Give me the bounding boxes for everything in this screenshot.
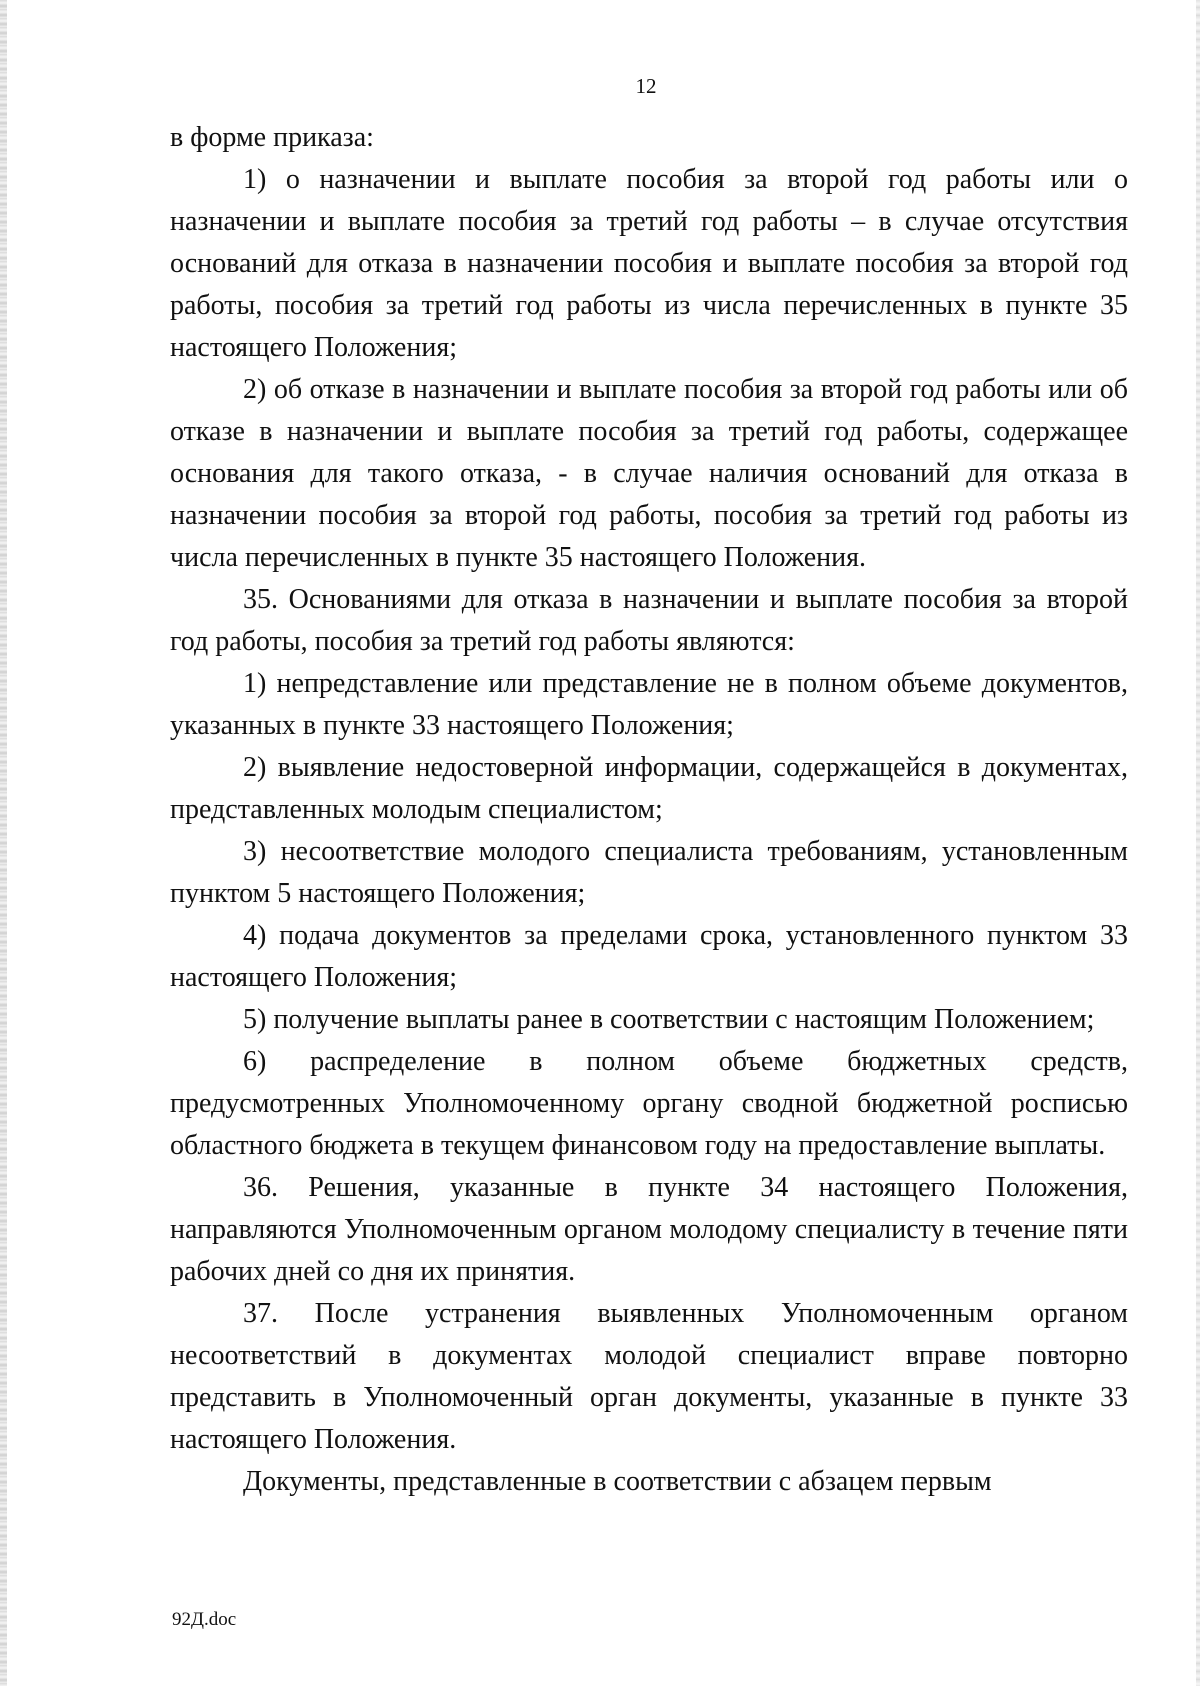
paragraph-clause-37: 37. После устранения выявленных Уполномоченным органом несоответствий в документах молодой специалист вправе повторно представить в Уполномоченный орган документы, указанные в пункте 33 настоящего Положения. [170, 1298, 1128, 1455]
paragraph-ground-4: 4) подача документов за пределами срока, установленного пунктом 33 настоящего Положения; [170, 920, 1128, 993]
document-body [170, 117, 1128, 1503]
scan-edge-left [0, 0, 7, 1686]
paragraph-ground-5: 5) получение выплаты ранее в соответствии с настоящим Положением; [243, 1004, 1095, 1035]
paragraph-clause-35: 35. Основаниями для отказа в назначении и выплате пособия за второй год работы, пособия за третий год работы являются: [170, 584, 1128, 657]
paragraph-ground-1: 1) непредставление или представление не в полном объеме документов, указанных в пункте 33 настоящего Положения; [170, 668, 1128, 741]
page-number: 12 [635, 74, 657, 98]
paragraph-ground-6: 6) распределение в полном объеме бюджетных средств, предусмотренных Уполномоченному органу сводной бюджетной росписью областного бюджета в текущем финансовом году на предоставление выплаты. [170, 1046, 1128, 1161]
paragraph-clause-36: 36. Решения, указанные в пункте 34 настоящего Положения, направляются Уполномоченным органом молодому специалисту в течение пяти рабочих дней со дня их принятия. [170, 1172, 1128, 1287]
paragraph-intro: в форме приказа: [170, 122, 374, 153]
scan-edge-right [1196, 0, 1200, 1686]
paragraph-item-2-refusal: 2) об отказе в назначении и выплате пособия за второй год работы или об отказе в назначении и выплате пособия за третий год работы, содержащее основания для такого отказа, - в случае наличия оснований для отказа в назначении пособия за второй год работы, пособия за третий год работы из числа перечисленных в пункте 35 настоящего Положения. [170, 374, 1128, 573]
paragraph-ground-3: 3) несоответствие молодого специалиста требованиям, установленным пунктом 5 настоящего Положения; [170, 836, 1128, 909]
paragraph-documents: Документы, представленные в соответствии с абзацем первым [243, 1466, 992, 1497]
paragraph-item-1-decision: 1) о назначении и выплате пособия за второй год работы или о назначении и выплате пособия за третий год работы – в случае отсутствия оснований для отказа в назначении пособия и выплате пособия за второй год работы, пособия за третий год работы из числа перечисленных в пункте 35 настоящего Положения; [170, 164, 1128, 363]
paragraph-ground-2: 2) выявление недостоверной информации, содержащейся в документах, представленных молодым специалистом; [170, 752, 1128, 825]
footer-file-code: 92Д.doc [172, 1609, 237, 1630]
